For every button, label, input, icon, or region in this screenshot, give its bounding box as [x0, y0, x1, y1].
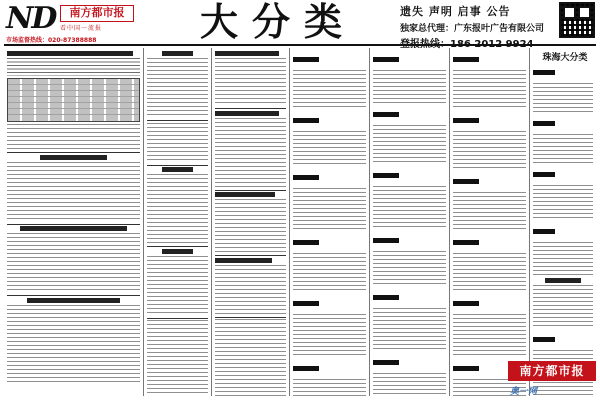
notice-text — [453, 131, 526, 171]
page-title: 大分类 — [200, 0, 357, 44]
ads-column-5 — [370, 48, 450, 396]
notice-text — [373, 186, 446, 230]
notice-heading — [27, 298, 120, 303]
notice-text — [7, 58, 140, 76]
header-info — [400, 3, 550, 50]
notice-heading — [162, 51, 193, 56]
notice-text — [293, 253, 366, 293]
watermark: 奥一网 — [510, 387, 538, 397]
notice-text — [215, 319, 286, 396]
notice-text — [453, 70, 526, 110]
notice-text — [373, 125, 446, 165]
brand-slogan: 看中国一流报 — [60, 25, 103, 32]
notice-heading — [162, 249, 193, 254]
notice-text — [293, 314, 366, 358]
notice-heading — [40, 155, 107, 160]
notice-text — [215, 118, 286, 188]
notice-text — [293, 188, 366, 232]
notice-heading — [215, 51, 279, 56]
notice-text — [7, 124, 140, 150]
notice-text — [147, 320, 208, 396]
notice-heading — [20, 226, 126, 231]
ads-column-7 — [530, 48, 596, 396]
notice-text — [215, 265, 286, 315]
notice-heading — [215, 258, 272, 263]
masthead — [0, 0, 600, 44]
qr-code-icon — [559, 2, 595, 38]
section-title: 珠海大分类 — [542, 53, 588, 63]
ads-column-1 — [4, 48, 144, 396]
notice-text — [7, 305, 140, 385]
nd-logo-icon: ND — [6, 1, 56, 36]
notice-text — [215, 58, 286, 106]
supervision-hotline: 市场监督热线：020-87388888 — [6, 37, 97, 44]
notice-text — [215, 199, 286, 253]
notice-text — [293, 379, 366, 396]
notice-heading — [545, 278, 581, 283]
notice-text — [147, 58, 208, 118]
notice-heading — [7, 51, 133, 56]
notice-text — [533, 285, 593, 329]
brand-name: 南方都市报 — [60, 5, 134, 22]
notice-text — [373, 251, 446, 287]
notice-text — [453, 314, 526, 358]
header-divider — [4, 44, 596, 46]
notice-text — [147, 123, 208, 163]
ads-column-2 — [144, 48, 212, 396]
ads-column-6 — [450, 48, 530, 396]
notice-text — [293, 131, 366, 167]
notice-text — [373, 70, 446, 104]
notice-text — [147, 174, 208, 244]
notice-text — [533, 134, 593, 164]
ads-column-3 — [212, 48, 290, 396]
notice-text — [293, 70, 366, 110]
notice-heading — [162, 167, 193, 172]
notice-text — [453, 253, 526, 293]
notice-text — [7, 162, 140, 222]
notice-text — [147, 256, 208, 316]
notice-table — [7, 78, 140, 122]
notice-text — [373, 373, 446, 396]
footer-brand-logo: 南方都市报 — [508, 361, 596, 381]
notice-heading — [215, 111, 279, 116]
header-agent: 独家总代理：广东报叶广告有限公司 — [400, 24, 545, 34]
header-categories: 遗失 声明 启事 公告 — [400, 5, 511, 18]
notice-text — [453, 192, 526, 232]
notice-text — [533, 185, 593, 221]
notice-text — [373, 308, 446, 352]
ads-column-4 — [290, 48, 370, 396]
notice-heading — [215, 192, 275, 197]
notice-text — [533, 242, 593, 276]
notice-text — [533, 83, 593, 113]
notice-text — [7, 233, 140, 293]
